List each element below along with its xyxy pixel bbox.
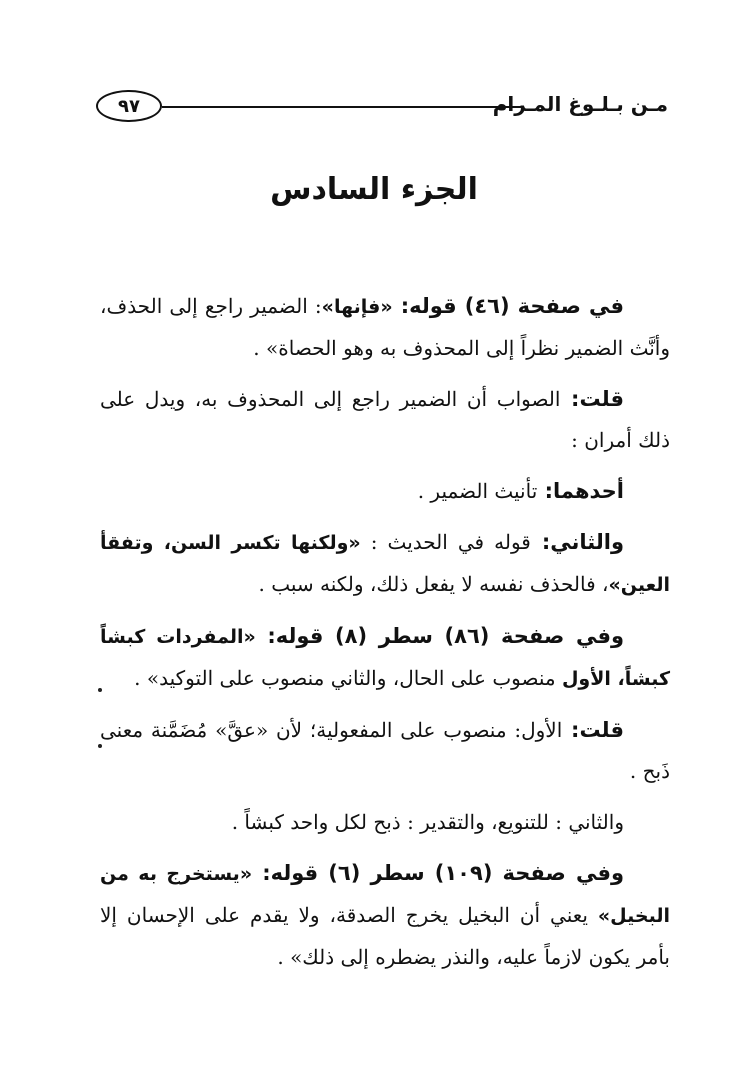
quoted-text: «المفردات كبشاً كبشاً، الأول [100, 626, 670, 690]
paragraph-2 [100, 379, 670, 461]
chapter-title: الجزء السادس [270, 172, 478, 207]
paragraph-5 [100, 616, 670, 700]
paragraph-8 [100, 853, 670, 978]
paragraph-text: ، فالحذف نفسه لا يفعل ذلك، ولكنه سبب . [258, 572, 609, 596]
running-title: مـن بـلـوغ المـرام [492, 92, 668, 116]
quoted-text: «يستخرج به من البخيل» [100, 863, 670, 927]
paragraph-text: قوله في الحديث : [360, 530, 531, 554]
paragraph-lead: قلت: [562, 718, 624, 742]
paragraph-text: منصوب على الحال، والثاني منصوب على التوكيد» . [134, 666, 562, 690]
paragraph-text: يعني أن البخيل يخرج الصدقة، ولا يقدم على الإحسان إلا بأمر يكون لازماً عليه، والنذر يضطره إلى ذلك» . [100, 903, 670, 969]
header-rule [162, 106, 522, 108]
paragraph-7 [100, 802, 670, 843]
paragraph-lead: وفي صفحة (١٠٩) سطر (٦) قوله: [252, 861, 624, 885]
paragraph-text: والثاني : للتنويع، والتقدير : ذبح لكل واحد كبشاً . [231, 810, 624, 834]
paragraph-lead: قلت: [560, 387, 625, 411]
paragraph-lead: وفي صفحة (٨٦) سطر (٨) قوله: [255, 624, 625, 648]
body-text [100, 286, 670, 988]
paragraph-1 [100, 286, 670, 369]
paragraph-text: الأول: منصوب على المفعولية؛ لأن «عقَّ» مُضَمَّنة معنى ذَبح . [100, 718, 670, 783]
paragraph-3 [100, 471, 670, 512]
paragraph-4 [100, 522, 670, 606]
paragraph-lead: والثاني: [530, 530, 625, 554]
quoted-text: «فإنها» [321, 296, 393, 318]
paragraph-text: : الضمير راجع إلى الحذف، وأنَّث الضمير نظراً إلى المحذوف به وهو الحصاة» . [100, 294, 670, 360]
page-header [96, 86, 668, 126]
quoted-text: «ولكنها تكسر السن، وتفقأ العين» [100, 532, 670, 596]
paragraph-text: تأنيث الضمير . [417, 479, 538, 503]
page-number: ٩٧ [96, 90, 162, 122]
paragraph-text: الصواب أن الضمير راجع إلى المحذوف به، ويدل على ذلك أمران : [100, 387, 670, 452]
paragraph-6 [100, 710, 670, 792]
paragraph-lead: في صفحة (٤٦) قوله: [392, 294, 624, 318]
paragraph-lead: أحدهما: [537, 479, 624, 503]
